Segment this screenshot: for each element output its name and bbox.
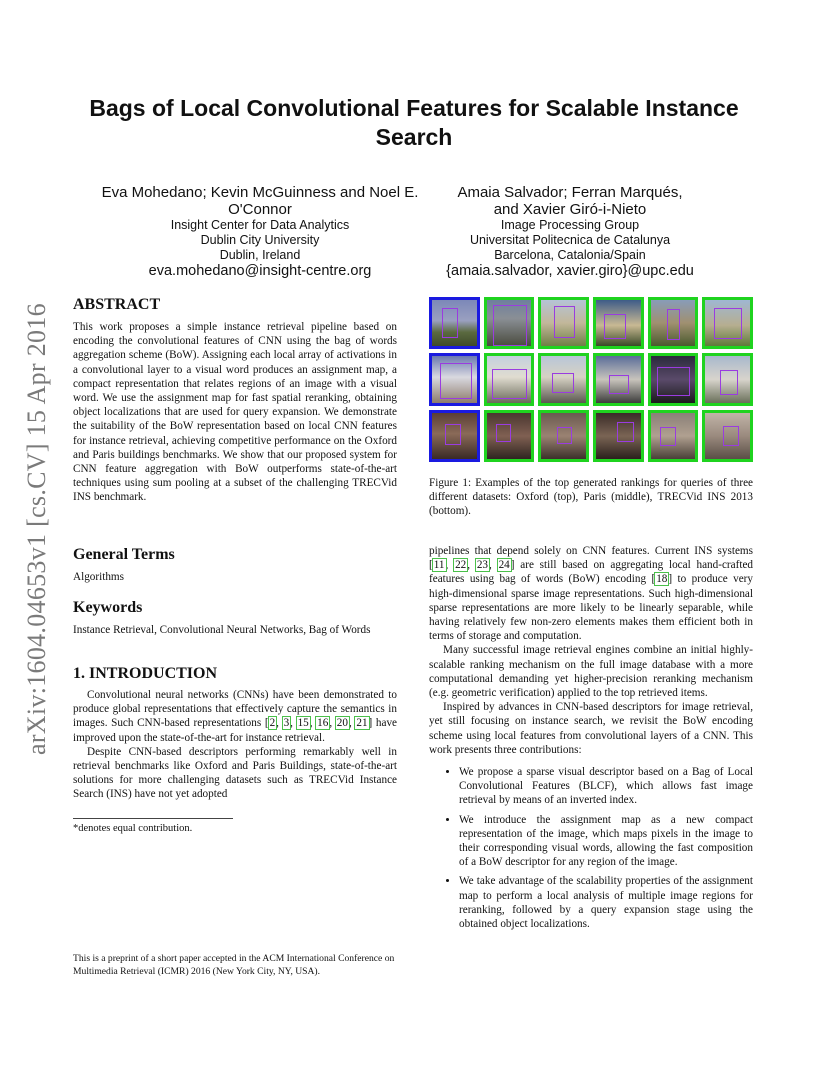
section-heading: 1. INTRODUCTION <box>73 665 218 682</box>
section-heading: Keywords <box>73 599 143 616</box>
result-image <box>593 410 644 462</box>
citation-link[interactable]: 23 <box>476 559 489 572</box>
body-paragraph: Many successful image retrieval engines combine an initial highly-scalable ranking mechanism on the full image database with a more computational demanding yet higher-precision reranking mechanism (e.g. geometric verification) applied to the top retrieved items. <box>429 644 753 700</box>
body-text: to produce very high-dimensional sparse image representations. Such high-dimensional sparse representations are more likely to be linearly separable, while having relatively few non-zero elements makes them efficient both in terms of storage and computation. <box>429 573 753 643</box>
author-email-left: eva.mohedano@insight-centre.org <box>148 263 372 279</box>
author-names-left: Eva Mohedano; Kevin McGuinness and Noel E. O'Connor <box>101 184 419 218</box>
citation-group: [2, 3, 15, 16, 20, 21] <box>264 717 373 730</box>
affiliation-line: Image Processing Group <box>500 218 640 232</box>
list-item: • We propose a sparse visual descriptor based on a Bag of Local Convolutional Features (BLCF), which allows fast image retrieval by means of an inverted index. <box>459 765 753 808</box>
result-image <box>538 353 589 405</box>
citation-link[interactable]: 11 <box>433 559 445 572</box>
result-image <box>702 297 753 349</box>
citation-link[interactable]: 20 <box>336 717 348 730</box>
result-image <box>702 353 753 405</box>
citation-link[interactable]: 16 <box>317 717 329 730</box>
body-paragraph: Inspired by advances in CNN-based descriptors for image retrieval, yet still focusing on instance search, we revisit the BoW encoding scheme using local features from convolutional layers of a CNN. This work presents three contributions: <box>429 701 753 756</box>
citation-link[interactable]: 21 <box>356 717 368 730</box>
citation-link[interactable]: 3 <box>283 717 290 730</box>
citation-group: [11, 22, 23, 24] <box>429 559 515 572</box>
affiliation-line: Insight Center for Data Analytics <box>170 218 350 232</box>
footnote-divider <box>73 818 233 819</box>
author-email-right: {amaia.salvador, xavier.giro}@upc.edu <box>446 263 694 279</box>
section-heading: ABSTRACT <box>73 296 161 313</box>
result-image <box>648 410 699 462</box>
body-paragraph: pipelines that depend solely on CNN features. Current INS systems [11, 22, 23, 24] are still based on aggregating local hand-crafted features using bag of words (BoW) encoding [18] to produce very high-dimensional sparse image representations. Such high-dimensional sparse representations are more likely to be linearly separable, while having relatively few non-zero elements makes them efficient both in terms of storage and computation. <box>429 545 754 643</box>
keywords-text: Instance Retrieval, Convolutional Neural Networks, Bag of Words <box>73 624 371 636</box>
abstract-text: This work proposes a simple instance retrieval pipeline based on encoding the convolutional features of CNN using the bag of words aggregation scheme (BoW). Assigning each local array of activations in a convolutional layer to a visual word produces an assignment map, a compact representation that relates regions of an image with a visual word. We use the assignment map for fast spatial reranking, obtaining object localizations that are used for query expansion. We demonstrate the suitability of the BoW representation based on local CNN features for instance retrieval, achieving competitive performance on the Oxford and Paris buildings benchmarks. We show that our proposed system for CNN feature aggregation with BoW outperforms state-of-the-art techniques using sum pooling at a subset of the challenging TRECVid INS benchmark. <box>73 321 397 504</box>
keywords-section <box>73 599 397 637</box>
affiliation-line: Dublin, Ireland <box>219 248 301 262</box>
query-image <box>429 410 480 462</box>
author-block-left <box>100 184 420 280</box>
figure-1-rankings <box>429 297 753 462</box>
author-block-right <box>420 184 720 280</box>
intro-paragraph <box>73 688 397 745</box>
author-names-right: and Xavier Giró-i-Nieto <box>493 201 647 218</box>
affiliation-line: Barcelona, Catalonia/Spain <box>494 248 646 262</box>
result-image <box>648 297 699 349</box>
affiliation-line: Universitat Politecnica de Catalunya <box>469 233 671 247</box>
citation-link[interactable]: 2 <box>269 717 276 730</box>
paper-title: Bags of Local Convolutional Features for Scalable Instance Search <box>89 95 739 150</box>
figure-caption: Figure 1: Examples of the top generated rankings for queries of three different datasets: Oxford (top), Paris (middle), TRECVid INS 2013 (bottom). <box>429 477 753 518</box>
right-column-text <box>429 544 753 936</box>
general-terms-section <box>73 546 397 584</box>
preprint-note: This is a preprint of a short paper accepted in the ACM International Conference on Multimedia Retrieval (ICMR) 2016 (New York City, NY, USA). <box>73 953 395 977</box>
result-image <box>538 410 589 462</box>
contributions-list <box>429 765 753 931</box>
intro-text: have improved upon the state-of-the-art for instance retrieval. <box>73 717 398 744</box>
result-image <box>593 353 644 405</box>
result-image <box>484 297 535 349</box>
general-terms-text: Algorithms <box>73 571 124 583</box>
citation-link[interactable]: 24 <box>498 559 510 572</box>
result-image <box>702 410 753 462</box>
citation-link[interactable]: 22 <box>455 559 467 572</box>
list-item: • We introduce the assignment map as a new compact representation of the image, which maps pixels in the image to their corresponding visual words, allowing the fast composition of a BoW descriptor for any region of the image. <box>459 813 753 870</box>
result-image <box>648 353 699 405</box>
result-image <box>538 297 589 349</box>
intro-paragraph: Despite CNN-based descriptors performing remarkably well in retrieval benchmarks like Oxford and Paris Buildings, state-of-the-art solutions for more challenging datasets such as TRECVid Instance Search (INS) have not yet adopted <box>73 745 397 801</box>
query-image <box>429 353 480 405</box>
section-heading: General Terms <box>73 546 175 563</box>
footnote: *denotes equal contribution. <box>73 823 193 834</box>
intro-text: Convolutional neural networks (CNNs) have been demonstrated to produce global representations that effectively capture the semantics in images. Such CNN-based representations <box>73 689 397 730</box>
introduction-section <box>73 665 397 802</box>
arxiv-identifier-stamp: arXiv:1604.04653v1 [cs.CV] 15 Apr 2016 <box>22 303 51 755</box>
list-item: • We take advantage of the scalability properties of the assignment map to perform a local analysis of multiple image regions for reranking, followed by a query expansion stage using the obtained object localizations. <box>459 874 753 931</box>
body-text: are still based on aggregating local hand-crafted features using bag of words (BoW) encoding <box>429 559 754 586</box>
body-text: pipelines that depend solely on CNN features. Current INS systems <box>429 545 753 557</box>
query-image <box>429 297 480 349</box>
result-image <box>484 410 535 462</box>
result-image <box>593 297 644 349</box>
author-names-right: Amaia Salvador; Ferran Marqués, <box>457 184 683 201</box>
citation-link[interactable]: 18 <box>656 573 668 586</box>
affiliation-line: Dublin City University <box>200 233 320 247</box>
citation-link[interactable]: 15 <box>297 717 309 730</box>
result-image <box>484 353 535 405</box>
abstract-section <box>73 296 397 505</box>
